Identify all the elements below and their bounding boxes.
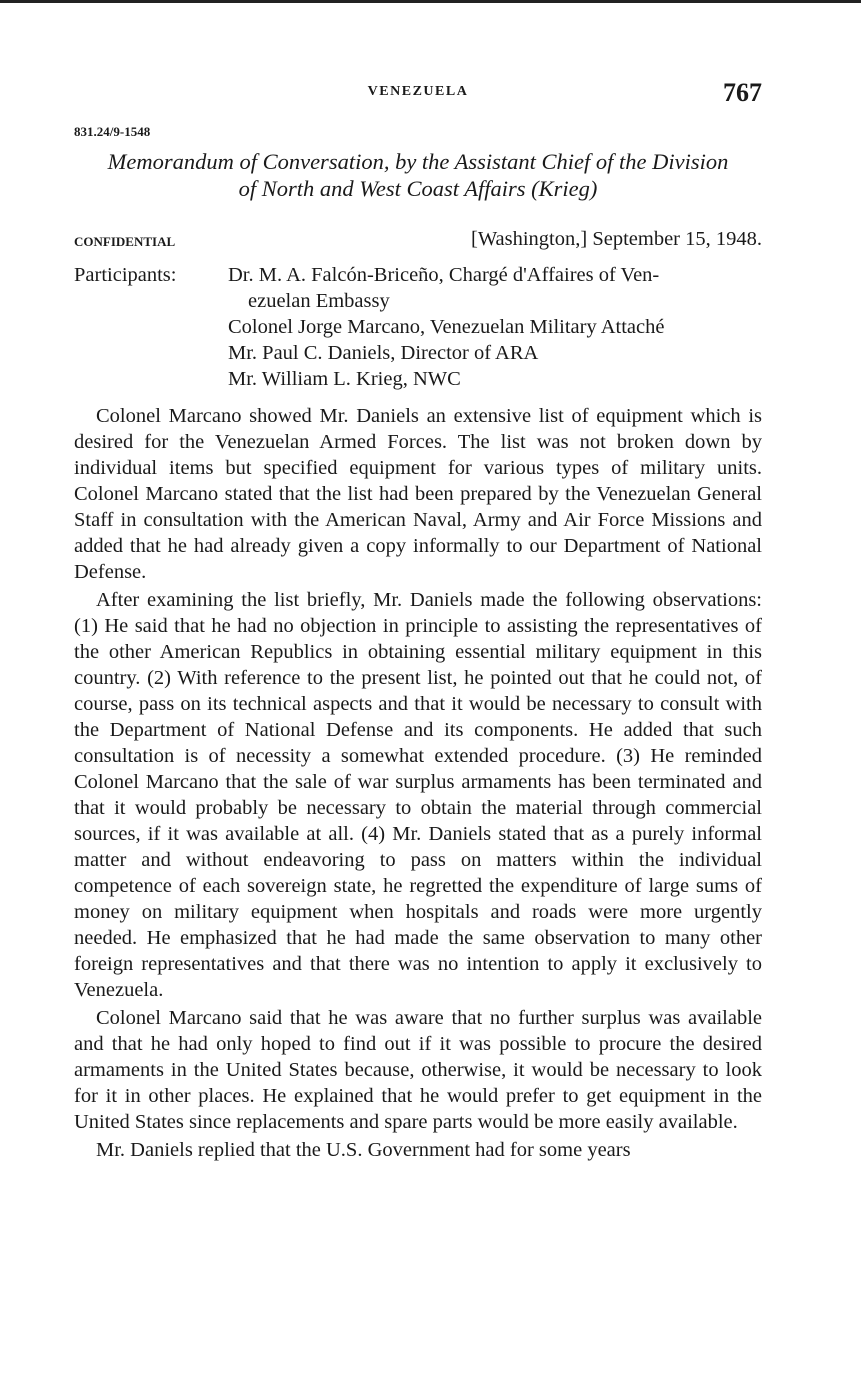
participant-name: Mr. William L. Krieg, NWC <box>228 368 461 390</box>
paragraph: Mr. Daniels replied that the U.S. Government had for some years <box>96 1139 631 1161</box>
file-number: 831.24/9-1548 <box>74 124 151 139</box>
participant-name: Mr. Paul C. Daniels, Director of ARA <box>228 342 539 364</box>
participant-item <box>228 366 762 392</box>
paragraph: Colonel Marcano said that he was aware that no further surplus was available and that he had only hoped to find out if it was possible to procure the desired armaments in the United States because, otherwise, it would be necessary to look for it in other places. He explained that he would prefer to get equipment in the United States since replacements and spare parts would be more easily available. <box>74 1007 762 1133</box>
participant-name-continued: ezuelan Embassy <box>248 290 390 312</box>
participant-item <box>228 340 762 366</box>
document-title <box>74 148 762 202</box>
title-line-2: of North and West Coast Affairs (Krieg) <box>238 176 598 201</box>
participants-list <box>228 262 762 392</box>
page-number: 767 <box>723 78 762 107</box>
page-header <box>74 78 762 110</box>
paragraph: After examining the list briefly, Mr. Daniels made the following observations: (1) He said that he had no objection in principle to assisting the representatives of the other American Republics in obtaining essential military equipment in this country. (2) With reference to the present list, he pointed out that he could not, of course, pass on its technical aspects and that it would be necessary to consult with the Department of National Defense and its components. He added that such consultation is of necessity a somewhat extended procedure. (3) He reminded Colonel Marcano that the sale of war surplus armaments has been terminated and that it would probably be necessary to obtain the material through commercial sources, if it was available at all. (4) Mr. Daniels stated that as a purely informal matter and without endeavoring to pass on matters within the individual competence of each sovereign state, he regretted the expenditure of large sums of money on military equipment when hospitals and roads were more urgently needed. He emphasized that he had made the same observation to many other foreign representatives and that there was no intention to apply it exclusively to Venezuela. <box>74 589 762 1001</box>
memo-body <box>74 403 762 1165</box>
participant-name: Colonel Jorge Marcano, Venezuelan Military Attaché <box>228 316 665 338</box>
participant-name: Dr. M. A. Falcón-Briceño, Chargé d'Affaires of Ven- <box>228 264 660 286</box>
title-line-1: Memorandum of Conversation, by the Assistant Chief of the Division <box>107 149 729 174</box>
running-head: VENEZUELA <box>367 84 469 99</box>
place-date: [Washington,] September 15, 1948. <box>471 228 762 250</box>
participant-item <box>228 314 762 340</box>
classification-line <box>74 228 762 256</box>
paragraph: Colonel Marcano showed Mr. Daniels an extensive list of equipment which is desired for the Venezuelan Armed Forces. The list was not broken down by individual items but specified equipment for various types of military units. Colonel Marcano stated that the list had been prepared by the Venezuelan General Staff in consultation with the American Naval, Army and Air Force Missions and added that he had already given a copy informally to our Department of National Defense. <box>74 405 762 583</box>
classification: CONFIDENTIAL <box>74 234 176 249</box>
participants-label: Participants: <box>74 264 177 286</box>
participant-item <box>228 262 762 314</box>
top-border <box>0 0 861 3</box>
